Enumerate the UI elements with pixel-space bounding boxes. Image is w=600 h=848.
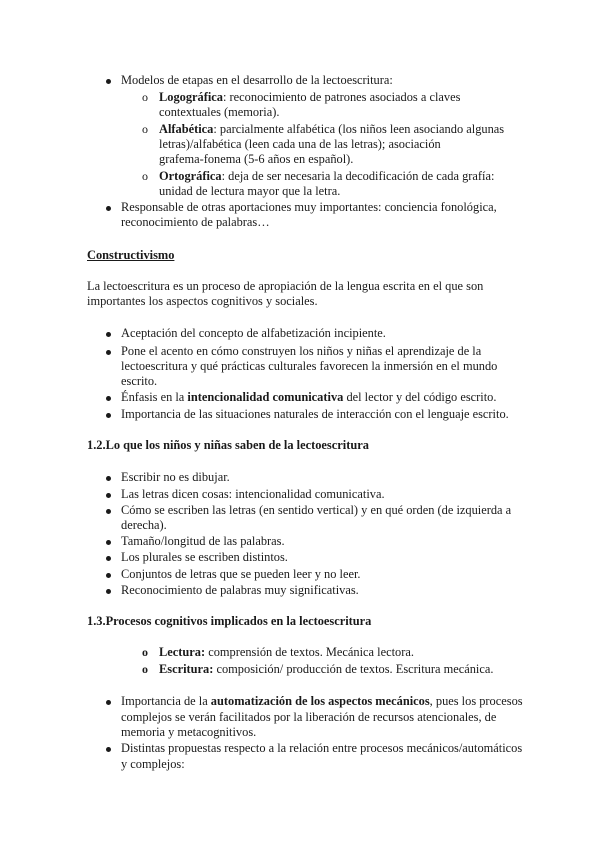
lectura-term: Lectura: bbox=[159, 645, 206, 659]
item-suffix: , pues los procesos bbox=[429, 694, 523, 708]
logografica-text-2: contextuales (memoria). bbox=[159, 105, 280, 119]
lectura-text: comprensión de textos. Mecánica lectora. bbox=[205, 645, 414, 659]
procesos-item-1-line-2: complejos se verán facilitados por la liberación de recursos atencionales, de bbox=[121, 710, 497, 724]
sub-bullet-o: o bbox=[142, 662, 148, 676]
bullet-dot bbox=[106, 396, 111, 401]
procesos-item-1-line-3: memoria y metacognitivos. bbox=[121, 725, 257, 739]
constructivismo-paragraph-2: importantes los aspectos cognitivos y sociales. bbox=[87, 294, 318, 308]
bullet-dot bbox=[106, 573, 111, 578]
bullet-dot bbox=[106, 509, 111, 514]
bullet-dot bbox=[106, 747, 111, 752]
saben-item: Los plurales se escriben distintos. bbox=[121, 550, 288, 564]
alfabetica-text: : parcialmente alfabética (los niños leen asociando algunas bbox=[213, 122, 505, 136]
ortografica-item bbox=[159, 169, 494, 184]
responsable-text-2: reconocimiento de palabras… bbox=[121, 215, 270, 229]
logografica-text: : reconocimiento de patrones asociados a claves bbox=[223, 90, 461, 104]
constructivismo-item-1: Aceptación del concepto de alfabetización incipiente. bbox=[121, 326, 386, 340]
item-3-prefix: Énfasis en la bbox=[121, 390, 188, 404]
logografica-item bbox=[159, 90, 460, 105]
bullet-dot bbox=[106, 332, 111, 337]
bullet-dot bbox=[106, 700, 111, 705]
section-1-3-heading: 1.3.Procesos cognitivos implicados en la lectoescritura bbox=[87, 614, 372, 628]
alfabetica-item bbox=[159, 122, 504, 137]
logografica-term: Logográfica bbox=[159, 90, 224, 104]
lectura-item bbox=[159, 645, 414, 660]
alfabetica-term: Alfabética bbox=[159, 122, 214, 136]
ortografica-term: Ortográfica bbox=[159, 169, 222, 183]
bullet-dot bbox=[106, 350, 111, 355]
saben-item: Conjuntos de letras que se pueden leer y no leer. bbox=[121, 567, 361, 581]
item-3-suffix: del lector y del código escrito. bbox=[343, 390, 497, 404]
constructivismo-item-4: Importancia de las situaciones naturales de interacción con el lenguaje escrito. bbox=[121, 407, 509, 421]
saben-item-continuation: derecha). bbox=[121, 518, 167, 532]
ortografica-text-2: unidad de lectura mayor que la letra. bbox=[159, 184, 341, 198]
bullet-dot bbox=[106, 476, 111, 481]
bullet-dot bbox=[106, 493, 111, 498]
bullet-dot bbox=[106, 589, 111, 594]
intencionalidad-term: intencionalidad comunicativa bbox=[187, 390, 344, 404]
stages-intro: Modelos de etapas en el desarrollo de la lectoescritura: bbox=[121, 73, 393, 87]
automatizacion-term: automatización de los aspectos mecánicos bbox=[210, 694, 430, 708]
escritura-term: Escritura: bbox=[159, 662, 214, 676]
sub-bullet-o: o bbox=[142, 169, 148, 183]
sub-bullet-o: o bbox=[142, 645, 148, 659]
saben-item: Reconocimiento de palabras muy significativas. bbox=[121, 583, 359, 597]
procesos-item-1 bbox=[121, 694, 523, 709]
bullet-dot bbox=[106, 206, 111, 211]
bullet-dot bbox=[106, 540, 111, 545]
bullet-dot bbox=[106, 556, 111, 561]
escritura-item bbox=[159, 662, 493, 677]
sub-bullet-o: o bbox=[142, 122, 148, 136]
item-prefix: Importancia de la bbox=[121, 694, 211, 708]
constructivismo-item-2-line-3: escrito. bbox=[121, 374, 158, 388]
constructivismo-item-3 bbox=[121, 390, 496, 405]
constructivismo-paragraph: La lectoescritura es un proceso de apropiación de la lengua escrita en el que son bbox=[87, 279, 484, 293]
procesos-item-2-line-2: y complejos: bbox=[121, 757, 185, 771]
saben-item: Cómo se escriben las letras (en sentido vertical) y en qué orden (de izquierda a bbox=[121, 503, 512, 517]
sub-bullet-o: o bbox=[142, 90, 148, 104]
escritura-text: composición/ producción de textos. Escritura mecánica. bbox=[213, 662, 494, 676]
bullet-dot bbox=[106, 79, 111, 84]
saben-item: Las letras dicen cosas: intencionalidad comunicativa. bbox=[121, 487, 385, 501]
alfabetica-text-3: grafema-fonema (5-6 años en español). bbox=[159, 152, 354, 166]
procesos-item-2: Distintas propuestas respecto a la relación entre procesos mecánicos/automáticos bbox=[121, 741, 523, 755]
bullet-dot bbox=[106, 413, 111, 418]
constructivismo-item-2-line-2: lectoescritura y qué prácticas culturales favorecen la inmersión en el mundo bbox=[121, 359, 498, 373]
responsable-text: Responsable de otras aportaciones muy importantes: conciencia fonológica, bbox=[121, 200, 497, 214]
ortografica-text: : deja de ser necesaria la decodificación de cada grafía: bbox=[221, 169, 495, 183]
saben-item: Escribir no es dibujar. bbox=[121, 470, 230, 484]
saben-item: Tamaño/longitud de las palabras. bbox=[121, 534, 285, 548]
constructivismo-item-2: Pone el acento en cómo construyen los niños y niñas el aprendizaje de la bbox=[121, 344, 482, 358]
constructivismo-heading: Constructivismo bbox=[87, 248, 175, 262]
alfabetica-text-2: letras)/alfabética (leen cada una de las letras); asociación bbox=[159, 137, 441, 151]
section-1-2-heading: 1.2.Lo que los niños y niñas saben de la lectoescritura bbox=[87, 438, 369, 452]
